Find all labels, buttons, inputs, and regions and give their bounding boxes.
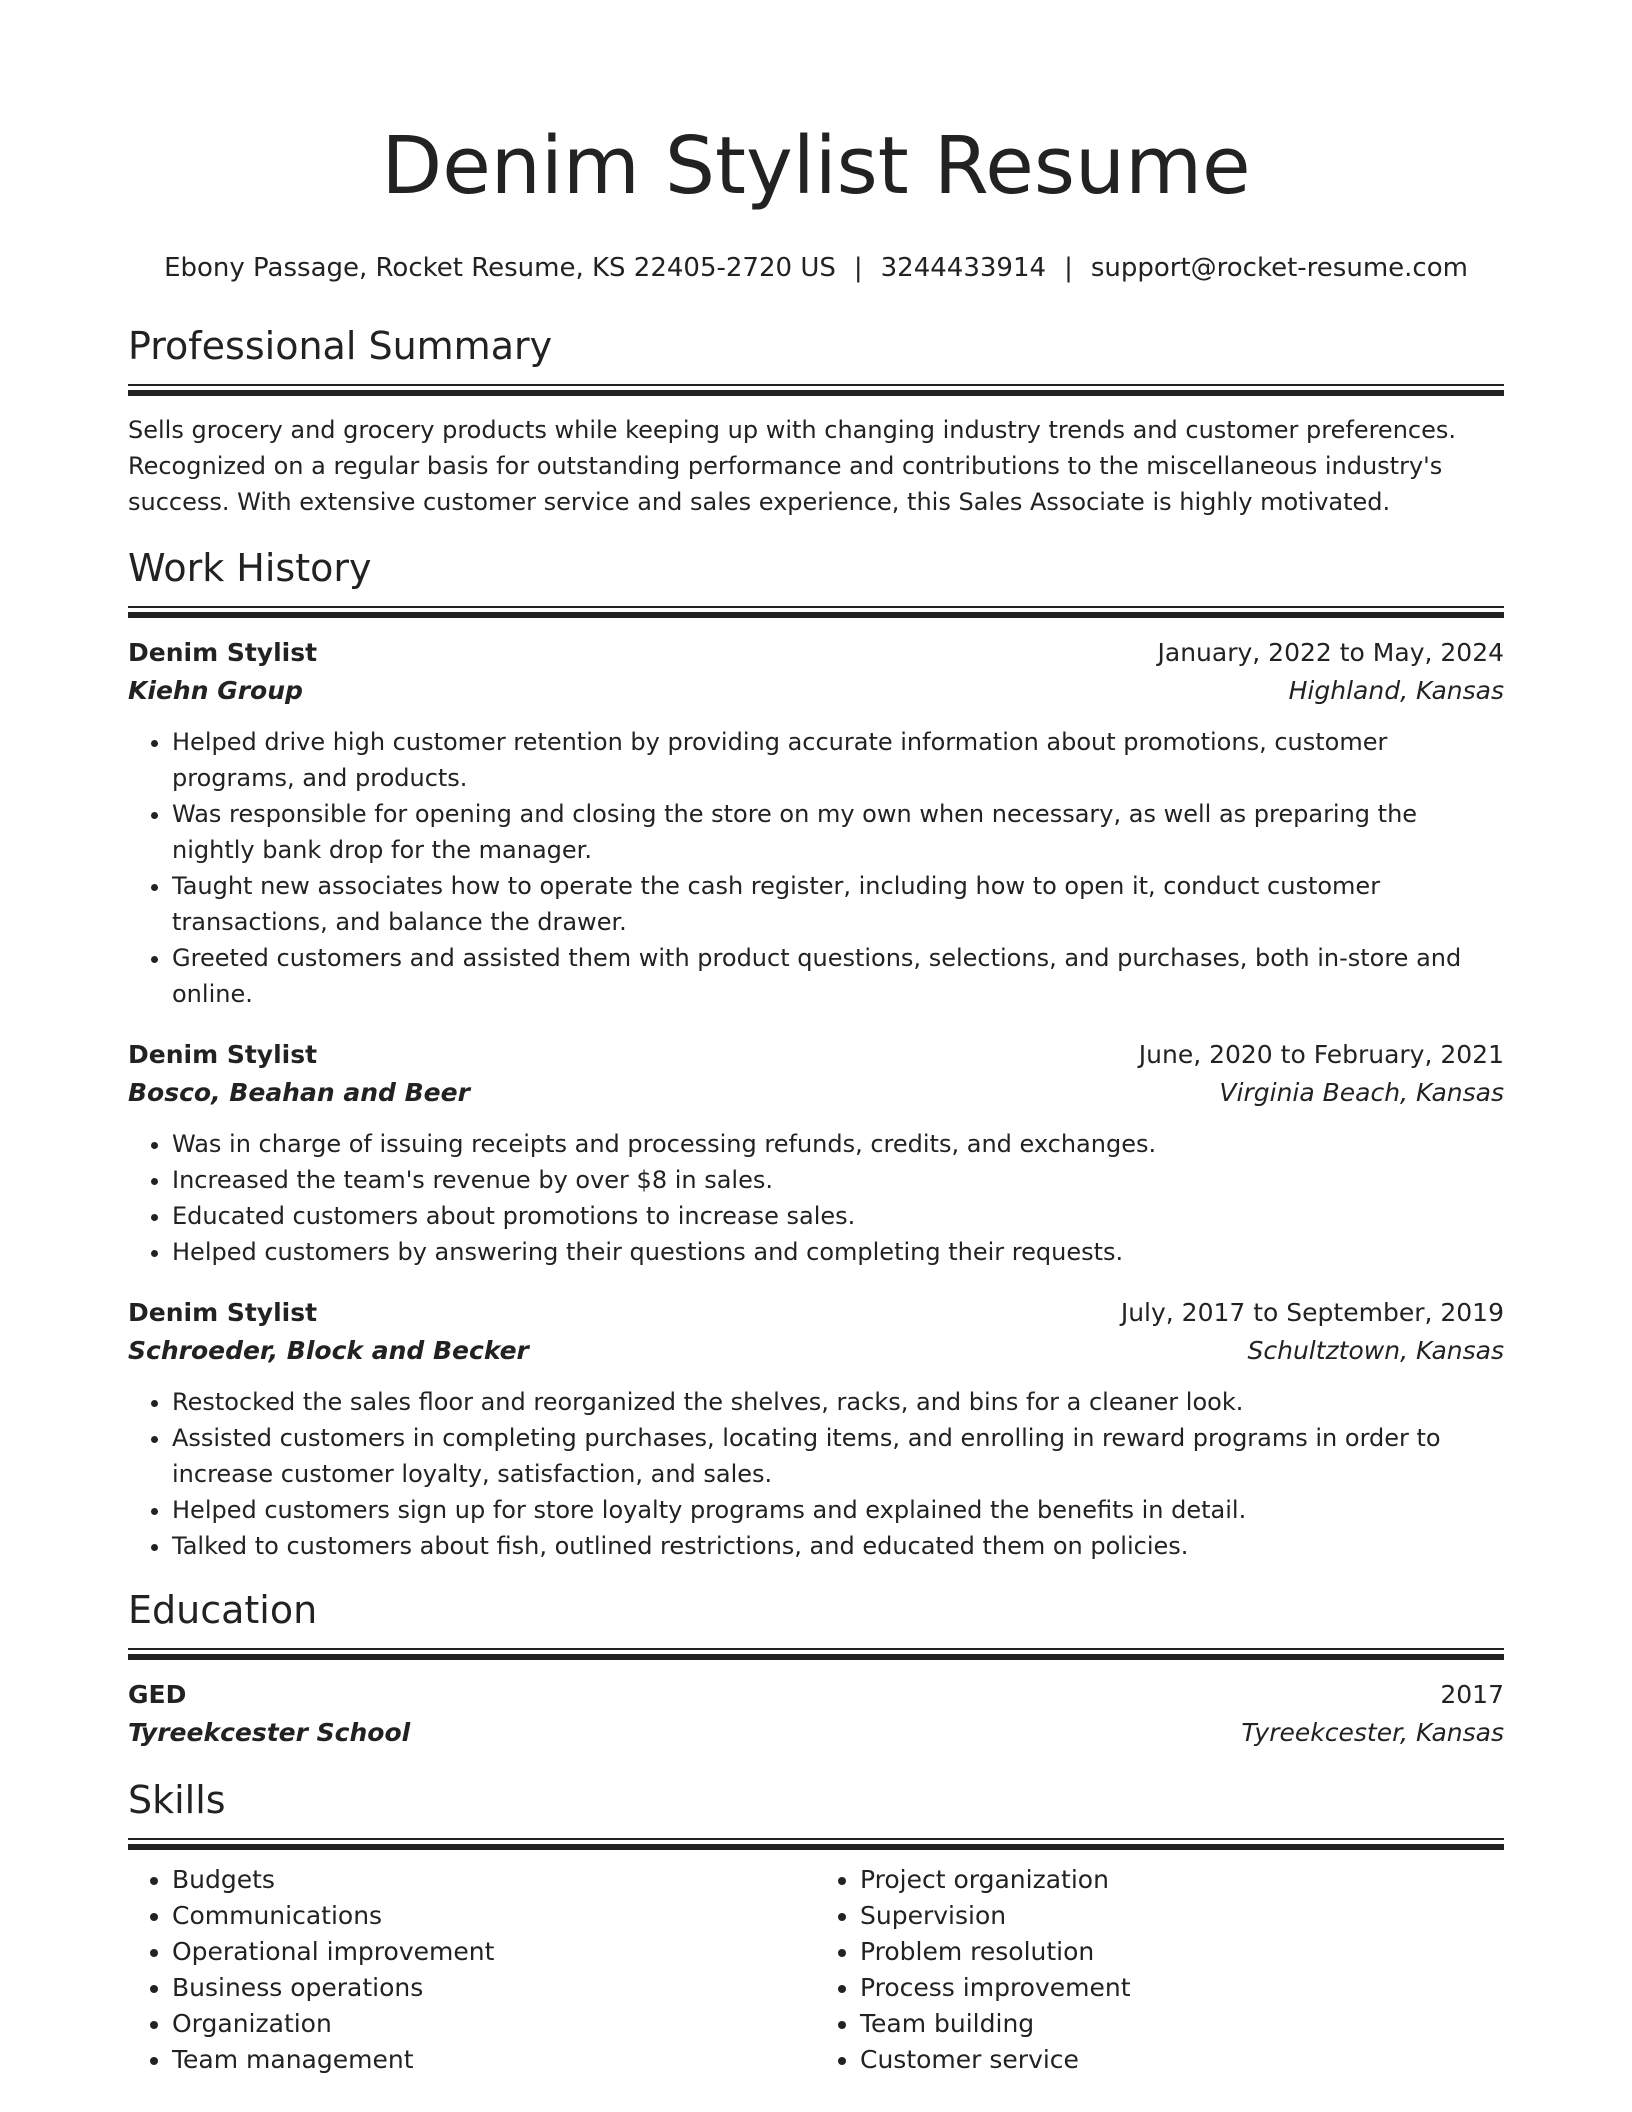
job-company: Schroeder, Block and Becker xyxy=(128,1336,529,1365)
skill-item: • Project organization xyxy=(860,1862,1504,1898)
job-company: Bosco, Beahan and Beer xyxy=(128,1078,470,1107)
education-school: Tyreekcester School xyxy=(128,1718,411,1747)
education-entry xyxy=(128,1676,1504,1752)
skill-item: • Supervision xyxy=(860,1898,1504,1934)
education-section xyxy=(128,1586,1504,1752)
skills-column-right xyxy=(816,1862,1504,2078)
section-divider xyxy=(128,384,1504,396)
resume-title: Denim Stylist Resume xyxy=(381,120,1251,212)
job-bullet: • Restocked the sales floor and reorganized the shelves, racks, and bins for a cleaner look. xyxy=(172,1384,1504,1420)
skills-list xyxy=(128,1862,816,2078)
job-entry xyxy=(128,634,1504,1012)
skills-heading: Skills xyxy=(128,1778,226,1822)
section-divider xyxy=(128,1838,1504,1850)
summary-section xyxy=(128,322,1504,520)
job-bullet: • Helped drive high customer retention by providing accurate information about promotions, customer programs, and products. xyxy=(172,724,1504,796)
work-history-heading: Work History xyxy=(128,546,372,590)
contact-line xyxy=(128,250,1504,286)
job-company-row xyxy=(128,1332,1504,1370)
education-heading: Education xyxy=(128,1588,318,1632)
job-bullet: • Was responsible for opening and closing the store on my own when necessary, as well as preparing the nightly bank drop for the manager. xyxy=(172,796,1504,868)
job-bullets xyxy=(128,1126,1504,1270)
contact-separator: | xyxy=(1064,253,1073,283)
job-entry xyxy=(128,1036,1504,1270)
job-bullet: • Was in charge of issuing receipts and processing refunds, credits, and exchanges. xyxy=(172,1126,1504,1162)
skill-item: • Budgets xyxy=(172,1862,816,1898)
contact-address: Ebony Passage, Rocket Resume, KS 22405-2720 US xyxy=(164,253,836,283)
job-dates: June, 2020 to February, 2021 xyxy=(1138,1040,1504,1069)
skill-item: • Communications xyxy=(172,1898,816,1934)
skill-item: • Business operations xyxy=(172,1970,816,2006)
job-bullet: • Taught new associates how to operate the cash register, including how to open it, conduct customer transactions, and balance the drawer. xyxy=(172,868,1504,940)
job-bullet: • Helped customers by answering their questions and completing their requests. xyxy=(172,1234,1504,1270)
job-location: Highland, Kansas xyxy=(1288,676,1504,705)
skill-item: • Operational improvement xyxy=(172,1934,816,1970)
job-bullet: • Increased the team's revenue by over $8 in sales. xyxy=(172,1162,1504,1198)
job-title: Denim Stylist xyxy=(128,638,318,667)
job-bullet: • Greeted customers and assisted them with product questions, selections, and purchases, both in-store and online. xyxy=(172,940,1504,1012)
skills-list xyxy=(816,1862,1504,2078)
education-location: Tyreekcester, Kansas xyxy=(1241,1718,1504,1747)
skill-item: • Organization xyxy=(172,2006,816,2042)
job-company-row xyxy=(128,1074,1504,1112)
skill-item: • Process improvement xyxy=(860,1970,1504,2006)
skills-column-left xyxy=(128,1862,816,2078)
job-company-row xyxy=(128,672,1504,710)
job-dates: January, 2022 to May, 2024 xyxy=(1157,638,1504,667)
job-title: Denim Stylist xyxy=(128,1040,318,1069)
skill-item: • Team building xyxy=(860,2006,1504,2042)
contact-phone: 3244433914 xyxy=(880,253,1047,283)
job-bullets xyxy=(128,1384,1504,1564)
education-degree: GED xyxy=(128,1680,187,1709)
job-bullet: • Helped customers sign up for store loyalty programs and explained the benefits in detail. xyxy=(172,1492,1504,1528)
job-dates: July, 2017 to September, 2019 xyxy=(1120,1298,1504,1327)
section-divider xyxy=(128,606,1504,618)
summary-text: Sells grocery and grocery products while keeping up with changing industry trends and customer preferences. Recognized on a regular basis for outstanding performance and contributions to the miscellaneous industry's success. With extensive customer service and sales experience, this Sales Associate is highly motivated. xyxy=(128,416,1456,516)
work-history-section xyxy=(128,544,1504,1564)
contact-separator: | xyxy=(853,253,863,283)
job-location: Virginia Beach, Kansas xyxy=(1219,1078,1504,1107)
contact-email: support@rocket-resume.com xyxy=(1090,253,1468,283)
skills-section xyxy=(128,1776,1504,2078)
job-header-row xyxy=(128,634,1504,672)
skill-item: • Problem resolution xyxy=(860,1934,1504,1970)
job-header-row xyxy=(128,1294,1504,1332)
summary-heading: Professional Summary xyxy=(128,324,553,368)
skill-item: • Team management xyxy=(172,2042,816,2078)
job-bullet: • Assisted customers in completing purchases, locating items, and enrolling in reward programs in order to increase customer loyalty, satisfaction, and sales. xyxy=(172,1420,1504,1492)
job-title: Denim Stylist xyxy=(128,1298,318,1327)
job-location: Schultztown, Kansas xyxy=(1247,1336,1504,1365)
skill-item: • Customer service xyxy=(860,2042,1504,2078)
job-bullet: • Talked to customers about fish, outlined restrictions, and educated them on policies. xyxy=(172,1528,1504,1564)
section-divider xyxy=(128,1648,1504,1660)
job-header-row xyxy=(128,1036,1504,1074)
education-school-row xyxy=(128,1714,1504,1752)
job-entry xyxy=(128,1294,1504,1564)
education-header-row xyxy=(128,1676,1504,1714)
skills-grid xyxy=(128,1862,1504,2078)
job-company: Kiehn Group xyxy=(128,676,303,705)
job-bullet: • Educated customers about promotions to increase sales. xyxy=(172,1198,1504,1234)
education-year: 2017 xyxy=(1440,1680,1504,1709)
job-bullets xyxy=(128,724,1504,1012)
